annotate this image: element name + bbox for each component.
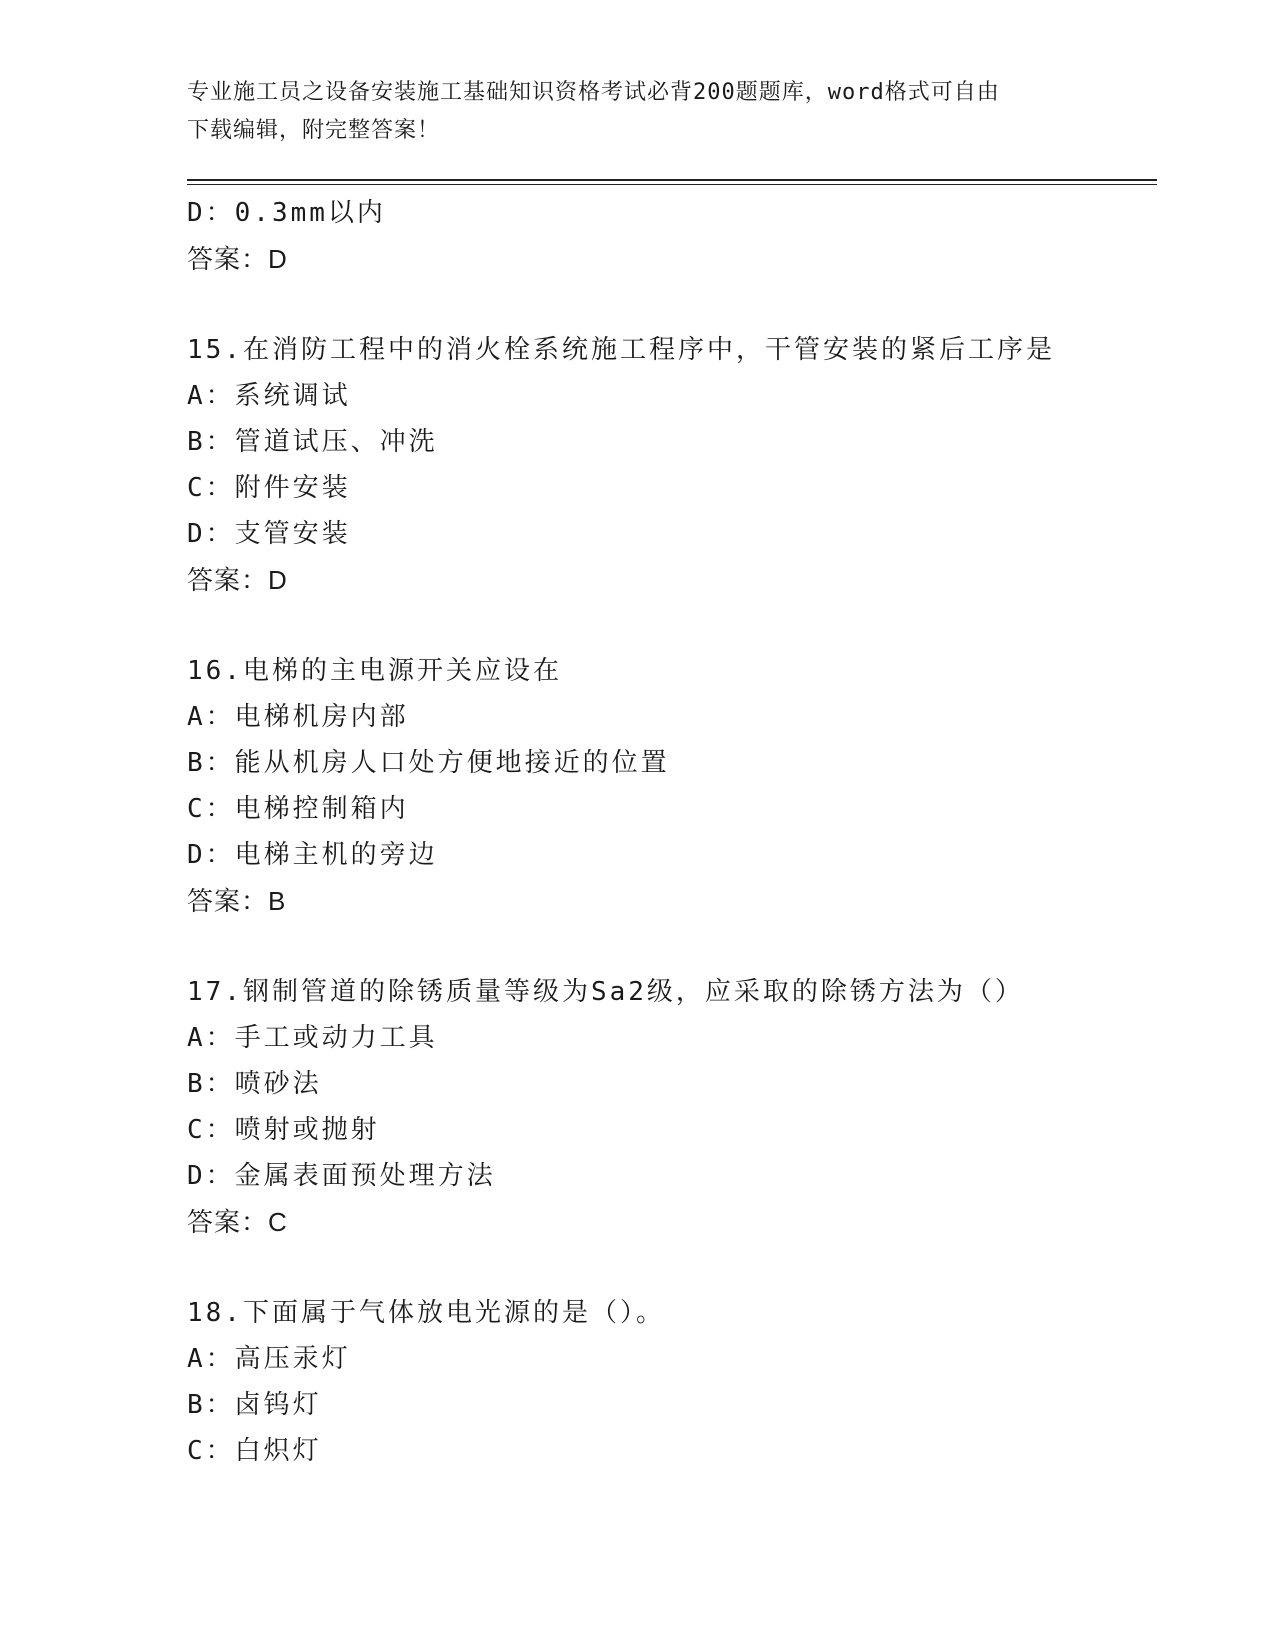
spacer bbox=[187, 924, 1157, 969]
answer-line: 答案：B bbox=[187, 886, 287, 916]
answer-line: 答案：D bbox=[187, 565, 288, 595]
question-17 bbox=[187, 969, 1157, 1245]
option-d: D：0.3mm以内 bbox=[187, 198, 386, 228]
option-a: A：手工或动力工具 bbox=[187, 1023, 438, 1053]
question-list bbox=[187, 190, 1157, 1474]
header-divider-thin bbox=[187, 184, 1157, 185]
option-a: A：高压汞灯 bbox=[187, 1344, 351, 1374]
question-stem: 18.下面属于气体放电光源的是（）。 bbox=[187, 1298, 665, 1328]
option-b: B：卤钨灯 bbox=[187, 1390, 322, 1420]
option-c: C：电梯控制箱内 bbox=[187, 794, 409, 824]
option-d: D：支管安装 bbox=[187, 519, 351, 549]
question-stem: 15.在消防工程中的消火栓系统施工程序中，干管安装的紧后工序是 bbox=[187, 335, 1055, 365]
option-d: D：金属表面预处理方法 bbox=[187, 1161, 496, 1191]
answer-line: 答案：D bbox=[187, 244, 288, 274]
prev-question-tail bbox=[187, 190, 1157, 282]
document-header bbox=[187, 74, 1087, 150]
question-18 bbox=[187, 1290, 1157, 1474]
option-b: B：喷砂法 bbox=[187, 1069, 322, 1099]
header-line-1: 专业施工员之设备安装施工基础知识资格考试必背200题题库，word格式可自由 bbox=[187, 80, 1000, 105]
question-stem: 16.电梯的主电源开关应设在 bbox=[187, 656, 562, 686]
answer-line: 答案：C bbox=[187, 1207, 288, 1237]
option-a: A：电梯机房内部 bbox=[187, 702, 409, 732]
option-d: D：电梯主机的旁边 bbox=[187, 840, 438, 870]
spacer bbox=[187, 1245, 1157, 1290]
spacer bbox=[187, 603, 1157, 648]
option-c: C：附件安装 bbox=[187, 473, 351, 503]
question-stem: 17.钢制管道的除锈质量等级为Sa2级，应采取的除锈方法为（） bbox=[187, 977, 1024, 1007]
option-b: B：管道试压、冲洗 bbox=[187, 427, 438, 457]
option-c: C：白炽灯 bbox=[187, 1436, 322, 1466]
question-15 bbox=[187, 327, 1157, 603]
spacer bbox=[187, 282, 1157, 327]
option-c: C：喷射或抛射 bbox=[187, 1115, 380, 1145]
option-a: A：系统调试 bbox=[187, 381, 351, 411]
option-b: B：能从机房人口处方便地接近的位置 bbox=[187, 748, 670, 778]
header-divider-thick bbox=[187, 179, 1157, 181]
header-line-2: 下载编辑，附完整答案！ bbox=[187, 118, 441, 143]
question-16 bbox=[187, 648, 1157, 924]
